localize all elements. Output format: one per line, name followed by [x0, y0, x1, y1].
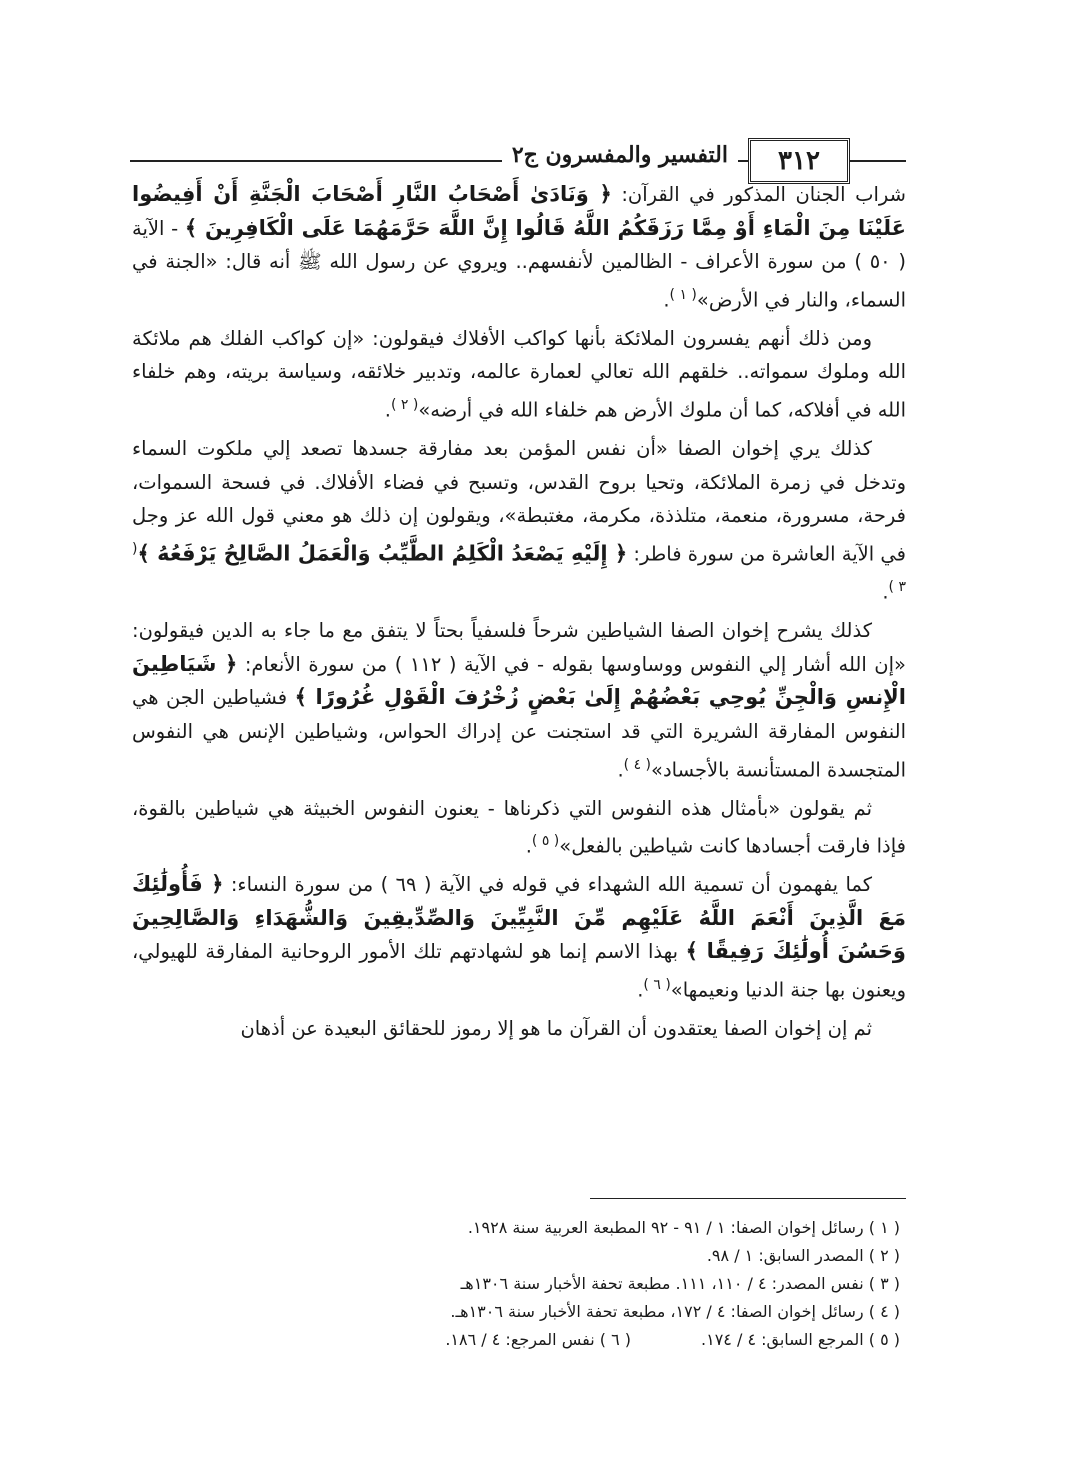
- paragraph: [132, 322, 906, 427]
- body-text: [132, 178, 906, 1051]
- footnote-row-5-6: [280, 1326, 900, 1354]
- paragraph: [132, 614, 906, 786]
- paragraph: [132, 432, 906, 609]
- paragraph: [132, 868, 906, 1007]
- paragraph-text: ومن ذلك أنهم يفسرون الملائكة بأنها كواكب الأفلاك فيقولون: «إن كواكب الفلك هم ملائكة الله وملوك سمواته.. خلقهم الله تعالي لعمارة عالمه، وتدبير خلائقه، وسياسة بريته، وهم خلفاء الله في أفلاكه، كما أن ملوك الأرض هم خلفاء الله في أرضه»: [132, 326, 906, 422]
- footnote-marker: ( ٦ ): [643, 977, 671, 994]
- footnote-marker: ( ١ ): [669, 286, 697, 303]
- footnotes: [280, 1214, 900, 1354]
- paragraph-text: كما يفهمون أن تسمية الله الشهداء في قوله في الآية ( ٦٩ ) من سورة النساء:: [223, 873, 872, 897]
- footnote-6: ( ٦ ) نفس المرجع: ٤ / ١٨٦.: [445, 1330, 631, 1349]
- page-number-text: ٣١٢: [778, 146, 820, 176]
- footnote-marker: ( ٤ ): [623, 756, 652, 773]
- footnote-2: ( ٢ ) المصدر السابق: ١ / ٩٨.: [706, 1246, 900, 1265]
- footnote-marker: ( ٢ ): [391, 397, 419, 414]
- paragraph-text: بهذا الاسم إنما هو لشهادتهم تلك الأمور الروحانية المفارقة للهيولي، ويعنون بها جنة الدنيا ونعيمها»: [132, 940, 906, 1002]
- footnote-marker: ( ٥ ): [531, 833, 560, 850]
- quran-verse: ﴿ فَأُولَٰئِكَ مَعَ الَّذِينَ أَنْعَمَ اللَّهُ عَلَيْهِم مِّنَ النَّبِيِّينَ وَالصِّدِّيقِينَ وَالشُّهَدَاءِ وَالصَّالِحِينَ وَحَسُنَ أُولَٰئِكَ رَفِيقًا ﴾: [132, 872, 906, 964]
- paragraph-text: .: [525, 834, 532, 858]
- paragraph-text: فشياطين الجن هي النفوس المفارقة الشريرة التي قد استجنت عن إدراك الحواس، وشياطين الإنس هي النفوس المتجسدة المستأنسة بالأجساد»: [132, 686, 906, 781]
- footnote-marker: ( ٣ ): [132, 540, 906, 596]
- paragraph-text: .: [882, 580, 889, 604]
- paragraph-text: ثم إن إخوان الصفا يعتقدون أن القرآن ما هو إلا رموز للحقائق البعيدة عن أذهان: [240, 1017, 872, 1041]
- paragraph-text: .: [384, 398, 391, 422]
- paragraph-text: شراب الجنان المذكور في القرآن:: [611, 183, 906, 206]
- paragraph-text: كذلك يري إخوان الصفا «أن نفس المؤمن بعد مفارقة جسدها تصعد إلي ملكوت السماء وتدخل في زمرة الملائكة، وتحيا بروح القدس، وتسبح في فضاء الأفلاك. في فسحة السموات، فرحة، مسرورة، منعمة، متلذذة، مكرمة، مغتبطة»، ويقولون إن ذلك هو معني قول الله عز وجل في الآية العاشرة من سورة فاطر:: [132, 437, 906, 566]
- paragraph-text: .: [637, 978, 644, 1002]
- paragraph: [132, 178, 906, 317]
- running-title: التفسير والمفسرون ج٢: [502, 142, 738, 168]
- quran-verse: ﴿ وَنَادَىٰ أَصْحَابُ النَّارِ أَصْحَابَ الْجَنَّةِ أَنْ أَفِيضُوا عَلَيْنَا مِنَ الْمَاءِ أَوْ مِمَّا رَزَقَكُمُ اللَّهُ قَالُوا إِنَّ اللَّهَ حَرَّمَهُمَا عَلَى الْكَافِرِينَ ﴾: [132, 182, 906, 240]
- page-header: [130, 130, 906, 174]
- footnote-5: ( ٥ ) المرجع السابق: ٤ / ١٧٤.: [701, 1330, 900, 1349]
- quran-verse: ﴿ شَيَاطِينَ الْإِنسِ وَالْجِنِّ يُوحِي بَعْضُهُمْ إِلَىٰ بَعْضٍ زُخْرُفَ الْقَوْلِ غُرُورًا ﴾: [132, 651, 907, 710]
- paragraph-text: .: [663, 288, 670, 312]
- paragraph-text: ثم يقولون «بأمثال هذه النفوس التي ذكرناها - يعنون النفوس الخبيثة هي شياطين بالقوة، فإذا فارقت أجسادها كانت شياطين بالفعل»: [132, 796, 906, 858]
- paragraph-text: .: [617, 758, 624, 781]
- paragraph-text: كذلك يشرح إخوان الصفا الشياطين شرحاً فلسفياً بحتاً لا يتفق مع ما جاء به الدين فيقولون: «إن الله أشار إلي النفوس ووساوسها بقوله - في الآية ( ١١٢ ) من سورة الأنعام:: [132, 619, 906, 676]
- footnote-rule: [590, 1198, 906, 1199]
- footnote-4: ( ٤ ) رسائل إخوان الصفا: ٤ / ١٧٢، مطبعة تحفة الأخبار سنة ١٣٠٦هـ.: [450, 1302, 900, 1321]
- paragraph: [132, 792, 906, 864]
- footnote-3: ( ٣ ) نفس المصدر: ٤ / ١١٠، ١١١. مطبعة تحفة الأخبار سنة ١٣٠٦هـ: [460, 1274, 900, 1293]
- footnote-1: ( ١ ) رسائل إخوان الصفا: ١ / ٩١ - ٩٢ المطبعة العربية سنة ١٩٢٨.: [467, 1218, 900, 1237]
- quran-verse: ﴿ إِلَيْهِ يَصْعَدُ الْكَلِمُ الطَّيِّبُ وَالْعَمَلُ الصَّالِحُ يَرْفَعُهُ ﴾: [137, 541, 628, 566]
- paragraph: [132, 1012, 906, 1046]
- paragraph-text: - الآية ( ٥٠ ) من سورة الأعراف - الظالمين لأنفسهم.. ويروي عن رسول الله ﷺ أنه قال: «الجنة في السماء، والنار في الأرض»: [132, 216, 907, 312]
